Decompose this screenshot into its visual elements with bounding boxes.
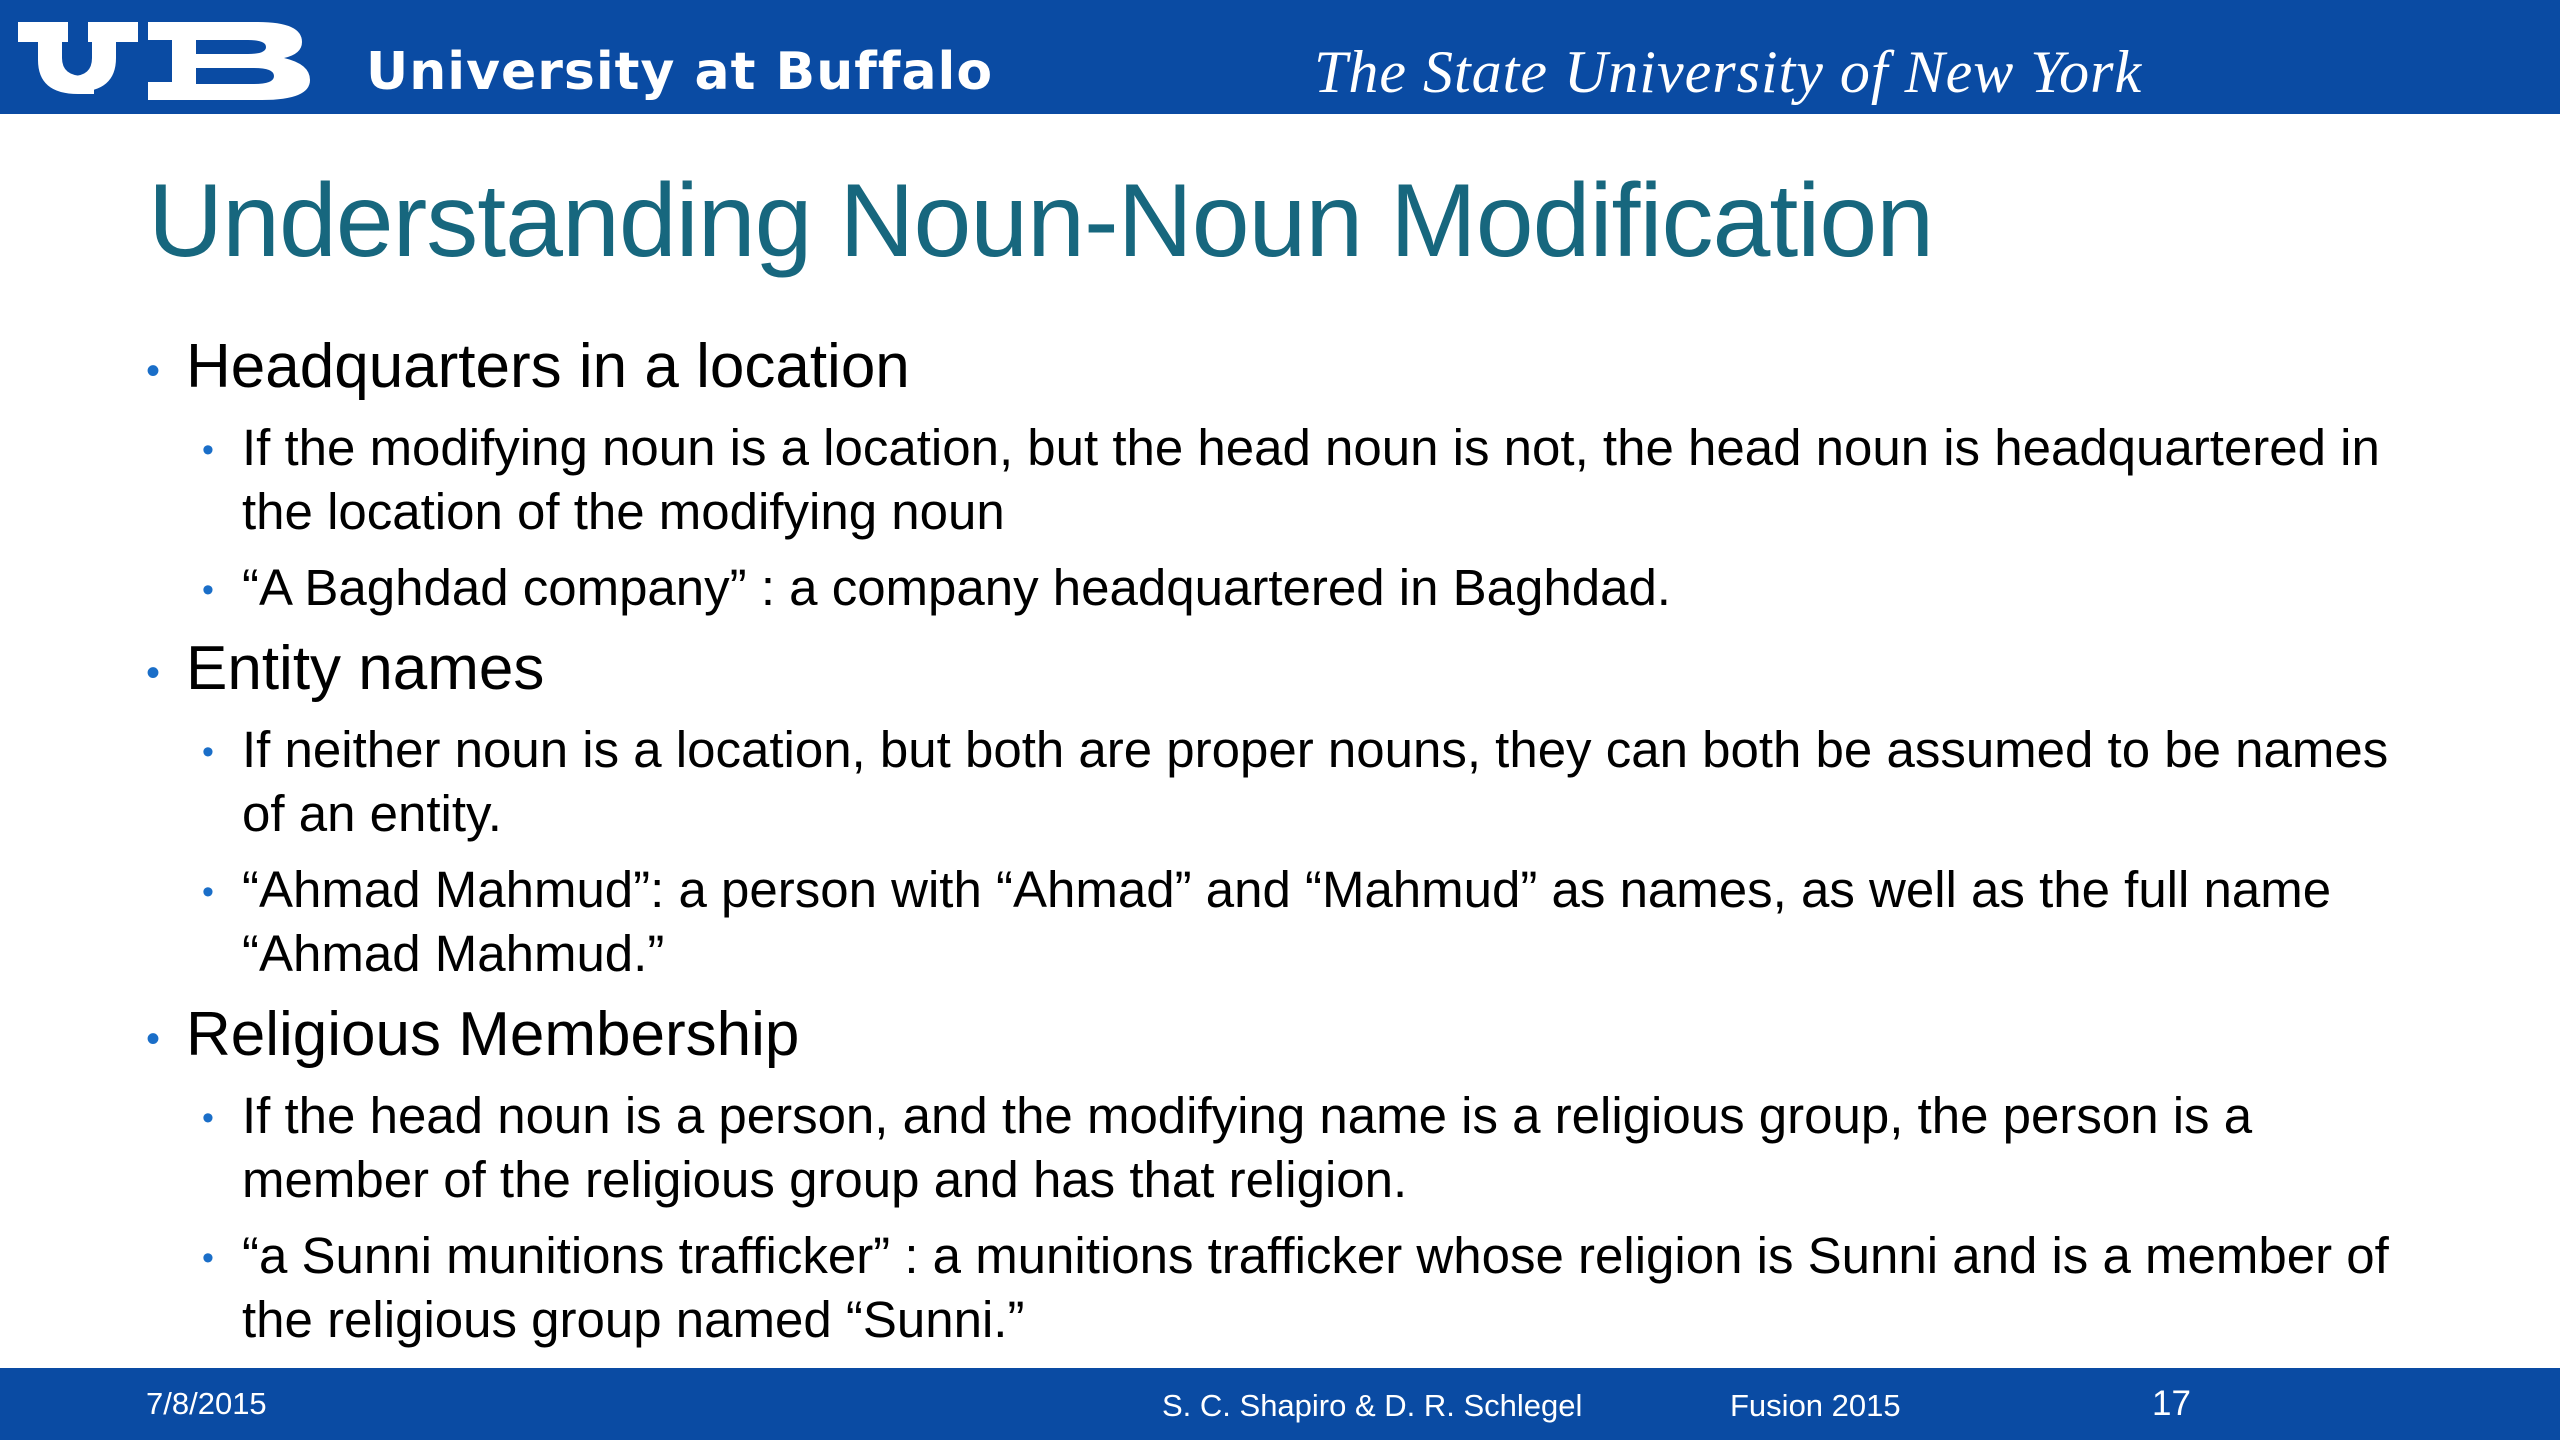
bullet-text: If the head noun is a person, and the modifying name is a religious group, the person is a member of the religious group and has that religion. xyxy=(242,1087,2253,1208)
bullet-level-1 xyxy=(146,632,2446,706)
bullet-text: “A Baghdad company” : a company headquartered in Baghdad. xyxy=(242,559,1671,616)
page-number: 17 xyxy=(2152,1384,2191,1423)
bullet-dot-icon: • xyxy=(202,1239,214,1277)
bullet-level-2 xyxy=(202,1224,2402,1352)
bullet-level-1 xyxy=(146,998,2446,1072)
bullet-dot-icon: • xyxy=(202,873,214,911)
footer-bar xyxy=(0,1368,2560,1440)
bullet-level-2 xyxy=(202,416,2402,544)
section-heading: Religious Membership xyxy=(186,1000,800,1069)
section-entity-names xyxy=(146,632,2446,986)
bullet-text: If the modifying noun is a location, but the head noun is not, the head noun is headquartered in the location of the modifying noun xyxy=(242,419,2380,540)
bullet-dot-icon: • xyxy=(146,651,161,695)
bullet-level-1 xyxy=(146,330,2446,404)
slide-content xyxy=(146,330,2446,1364)
university-tagline: The State University of New York xyxy=(1314,39,2143,105)
university-name: University at Buffalo xyxy=(366,42,994,102)
bullet-level-2 xyxy=(202,858,2402,986)
bullet-level-2 xyxy=(202,1084,2402,1212)
bullet-text: “Ahmad Mahmud”: a person with “Ahmad” and “Mahmud” as names, as well as the full name “Ahmad Mahmud.” xyxy=(242,861,2332,982)
footer-event: Fusion 2015 xyxy=(1730,1388,1901,1423)
bullet-dot-icon: • xyxy=(202,1099,214,1137)
bullet-dot-icon: • xyxy=(146,1017,161,1061)
section-headquarters xyxy=(146,330,2446,620)
bullet-level-2 xyxy=(202,556,2402,620)
bullet-dot-icon: • xyxy=(146,349,161,393)
slide-title: Understanding Noun-Noun Modification xyxy=(148,163,1934,279)
bullet-dot-icon: • xyxy=(202,733,214,771)
bullet-dot-icon: • xyxy=(202,571,214,609)
bullet-level-2 xyxy=(202,718,2402,846)
ub-logo-icon xyxy=(18,14,328,100)
header-banner xyxy=(0,0,2560,114)
footer-authors: S. C. Shapiro & D. R. Schlegel xyxy=(1162,1388,1583,1423)
section-religious-membership xyxy=(146,998,2446,1352)
section-heading: Headquarters in a location xyxy=(186,332,910,401)
section-heading: Entity names xyxy=(186,634,545,703)
bullet-text: “a Sunni munitions trafficker” : a munitions trafficker whose religion is Sunni and is a member of the religious group named “Sunni.” xyxy=(242,1227,2389,1348)
footer-date: 7/8/2015 xyxy=(146,1386,267,1421)
bullet-text: If neither noun is a location, but both are proper nouns, they can both be assumed to be names of an entity. xyxy=(242,721,2389,842)
bullet-dot-icon: • xyxy=(202,431,214,469)
